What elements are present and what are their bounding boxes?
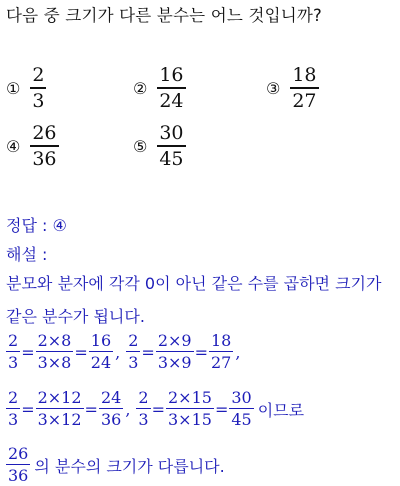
numerator: 26 xyxy=(8,444,29,463)
fraction xyxy=(209,333,233,371)
fraction xyxy=(36,390,84,428)
fraction xyxy=(30,66,46,111)
conclusion-connector: 이므로 xyxy=(257,400,305,420)
equals-sign: = xyxy=(74,342,88,362)
equals-sign: = xyxy=(84,399,98,419)
numerator: 16 xyxy=(159,64,184,86)
equals-sign: = xyxy=(21,342,35,362)
denominator: 24 xyxy=(90,353,112,373)
explanation-line-2: 같은 분수가 됩니다. xyxy=(6,307,145,326)
fraction xyxy=(6,446,30,484)
numerator: 24 xyxy=(100,388,122,407)
question-text: 다음 중 크기가 다른 분수는 어느 것입니까? xyxy=(6,6,322,25)
fraction xyxy=(30,124,58,169)
fraction xyxy=(89,333,113,371)
final-statement xyxy=(6,446,225,484)
denominator: 3×12 xyxy=(37,410,82,430)
fraction xyxy=(157,66,185,111)
denominator: 27 xyxy=(210,353,232,373)
denominator: 36 xyxy=(32,147,57,170)
numerator: 26 xyxy=(32,122,57,144)
comma: , xyxy=(235,342,241,362)
equation-row-1 xyxy=(6,333,246,371)
comma: , xyxy=(115,342,121,362)
fraction xyxy=(6,390,20,428)
denominator: 45 xyxy=(231,410,252,430)
explanation-line-1: 분모와 분자에 각각 0이 아닌 같은 수를 곱하면 크기가 xyxy=(6,274,382,293)
fraction xyxy=(229,390,253,428)
equals-sign: = xyxy=(141,342,155,362)
answer-line: 정답 : ④ xyxy=(6,216,67,235)
numerator: 2×12 xyxy=(37,388,82,407)
numerator: 2 xyxy=(8,388,19,407)
comma: , xyxy=(125,399,131,419)
fraction xyxy=(6,333,20,371)
denominator: 3 xyxy=(138,410,149,430)
final-text: 의 분수의 크기가 다릅니다. xyxy=(34,456,225,476)
equals-sign: = xyxy=(151,399,165,419)
numerator: 2×8 xyxy=(37,331,72,350)
fraction xyxy=(156,333,194,371)
fraction xyxy=(290,66,318,111)
choice-number: ④ xyxy=(6,136,21,156)
choice-number: ② xyxy=(133,78,148,98)
numerator: 2 xyxy=(138,388,149,407)
fraction xyxy=(99,390,123,428)
choice-number: ③ xyxy=(266,78,281,98)
denominator: 3 xyxy=(32,89,45,112)
numerator: 2 xyxy=(128,331,139,350)
numerator: 30 xyxy=(159,122,184,144)
numerator: 16 xyxy=(90,331,112,350)
choice-2[interactable] xyxy=(133,66,186,111)
denominator: 36 xyxy=(8,466,29,486)
numerator: 2 xyxy=(8,331,19,350)
denominator: 45 xyxy=(159,147,184,170)
numerator: 18 xyxy=(210,331,232,350)
denominator: 3×9 xyxy=(157,353,192,373)
denominator: 3×8 xyxy=(37,353,72,373)
fraction xyxy=(136,390,150,428)
fraction xyxy=(36,333,74,371)
denominator: 3 xyxy=(8,353,19,373)
numerator: 2×9 xyxy=(157,331,192,350)
numerator: 2×15 xyxy=(168,388,212,407)
denominator: 3×15 xyxy=(168,410,212,430)
denominator: 36 xyxy=(100,410,122,430)
fraction xyxy=(166,390,214,428)
choice-number: ① xyxy=(6,78,21,98)
fraction xyxy=(157,124,185,169)
numerator: 18 xyxy=(292,64,317,86)
equals-sign: = xyxy=(214,399,229,419)
choice-number: ⑤ xyxy=(133,136,148,156)
denominator: 27 xyxy=(292,89,317,112)
choice-3[interactable] xyxy=(266,66,319,111)
equals-sign: = xyxy=(194,342,208,362)
equation-row-2 xyxy=(6,390,304,428)
choice-1[interactable] xyxy=(6,66,46,111)
numerator: 30 xyxy=(231,388,252,407)
fraction xyxy=(126,333,140,371)
choice-5[interactable] xyxy=(133,124,186,169)
numerator: 2 xyxy=(32,64,45,86)
explanation-label: 해설 : xyxy=(6,245,48,264)
denominator: 3 xyxy=(128,353,139,373)
equals-sign: = xyxy=(21,399,35,419)
denominator: 24 xyxy=(159,89,184,112)
denominator: 3 xyxy=(8,410,19,430)
choice-4[interactable] xyxy=(6,124,59,169)
